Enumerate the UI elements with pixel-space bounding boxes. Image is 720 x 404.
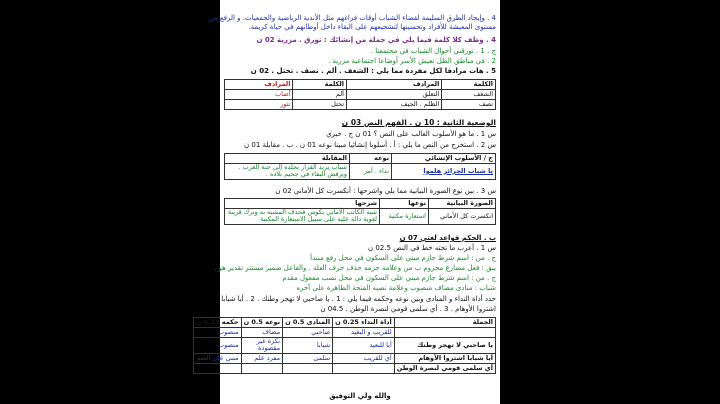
question-line: 4 . وظف كلا كلمة فيما يلي في جملة من إنشائك : تورق . مزرية 02 ن xyxy=(256,36,496,44)
table-cell: مبني على الضم xyxy=(193,353,241,363)
table-cell: ألم xyxy=(293,90,347,100)
table-cell: شبابا xyxy=(283,338,333,354)
answer-line: 2 . في مناطق الظل تعيش الأسر أوضاعا اجتماعية مزرية . xyxy=(328,57,496,65)
table-cell: نداء . أمر xyxy=(350,164,392,180)
table-header: نوعها xyxy=(380,199,429,209)
table-cell: أي للقريب xyxy=(333,353,395,363)
table-header: الصورة البيانية xyxy=(428,199,495,209)
table-header: شرحها xyxy=(225,199,380,209)
table-cell: شبه الكاتب الأماني بكوس فحذف المشبه به وترك قرينة لغوية دالة عليه على سبيل الاستعارة المكنية xyxy=(225,209,380,225)
table-cell: نكرة غير مقصودة xyxy=(241,338,283,354)
table-cell: صاحبي xyxy=(283,328,333,338)
table-cell: للقريب و البعيد xyxy=(333,328,395,338)
table-cell xyxy=(394,328,495,338)
table-header: حكمه 0.25 ن xyxy=(193,318,241,328)
table-cell: منصوب xyxy=(193,328,241,338)
table-cell: سلمى xyxy=(283,353,333,363)
text-line: 4 . وإيجاد الطرق السليمة لقضاء الشباب أوقات فراغهم مثل الأندية الرياضية والجمعيات. و الرفع من xyxy=(208,14,496,22)
table-header: ج / الأسلوب الإنشائي xyxy=(392,154,496,164)
question-line: س 1 . أعرب ما تحته خط في النص 02.5 ن xyxy=(368,244,496,252)
table-cell: أيا شبابا اشتروا الأوهام xyxy=(394,353,495,363)
table-header: المقابلة xyxy=(225,154,350,164)
table-cell: انكسرت كل الأماني xyxy=(428,209,495,225)
table-cell: تصف xyxy=(442,100,496,110)
table-header: الكلمة xyxy=(442,80,496,90)
synonyms-table xyxy=(224,79,496,110)
table-header: المرادف xyxy=(347,80,442,90)
table-cell: مفرد علم xyxy=(241,353,283,363)
question-line: س 3 . بين نوع الصورة البيانية مما يلي واشرحها : أنكسرت كل الأماني 02 ن xyxy=(275,187,496,195)
answer-line: يبق : فعل مضارع مجزوم ب من وعلامة جزمه حذف حرف العلة . والفاعل ضمير مستتر تقدير هو . xyxy=(214,264,496,272)
table-cell: الشغف xyxy=(442,90,496,100)
table-cell: شباب يريد الفرار بجلده إلى جنة الغرب . ويرفض البقاء في جحيم بلاده . xyxy=(225,164,350,180)
table-cell xyxy=(193,363,241,373)
table-header: أداة النداء 0.25 ن xyxy=(333,318,395,328)
table-cell: يا شباب الجزائر هلموا xyxy=(392,164,496,180)
answer-line: شباب : منادى مضاف منصوب وعلامة نصبه الفتحة الظاهرة على آخره xyxy=(296,284,496,292)
table-cell: الظلم . الجيف xyxy=(347,100,442,110)
answer-line: ج . من : اسم شرط جازم مبني على السكون في محل نصب مفعول مقدم xyxy=(282,274,496,282)
question-line: 5 . هات مرادفا لكل مفردة مما يلي : الشغف . ألم . تصف . تختل . 02 ن xyxy=(250,67,496,75)
table-cell: التعلق xyxy=(347,90,442,100)
table-cell: أيا للبعيد xyxy=(333,338,395,354)
question-line: حدد أداة النداء و المنادى وبين نوعه وحكمه فيما يلي : 1 . يا صاحبي لا تهجر وطنك . 2 . أيا شبابا xyxy=(221,295,496,303)
exam-document-page xyxy=(195,0,500,404)
section-title: الوضعية الثانية : 10 ن . الفهم النص 03 ن xyxy=(341,118,496,127)
closing-line: والله ولي التوفيق xyxy=(329,392,391,400)
table-cell xyxy=(333,363,395,373)
answer-line: ج . 1 . تورقني أحوال الشباب في مجتمعنا . xyxy=(370,47,496,55)
table-header: نوعه 0.5 ن xyxy=(241,318,283,328)
image-table xyxy=(224,198,496,225)
table-header: نوعه xyxy=(350,154,392,164)
style-table xyxy=(224,153,496,180)
table-header: الكلمة xyxy=(293,80,347,90)
table-cell: استعارة مكنية xyxy=(380,209,429,225)
question-line: اشتروا الأوهام . 3 . أي سلمى قومي لنصرة الوطن . 04.5 ن xyxy=(320,305,496,313)
table-cell: مضاف xyxy=(241,328,283,338)
section-title: ب . الحكم قواعد لغتي 07 ن xyxy=(399,234,496,242)
table-cell xyxy=(241,363,283,373)
table-header: الجملة xyxy=(394,318,495,328)
question-line: س 2 . استخرج من النص ما يلي : أ . أسلوبا إنشائيا مبينا نوعه 01 ن . ب . مقابلة 01 ن xyxy=(243,141,496,149)
table-cell: تختل xyxy=(293,100,347,110)
vocative-table xyxy=(193,317,496,374)
table-header: المرادف xyxy=(225,80,293,90)
table-cell xyxy=(283,363,333,373)
answer-line: ج . من : اسم شرط جازم مبني على السكون في محل رفع مبتدأ xyxy=(310,254,496,262)
table-cell: أي سلمى قومي لنصرة الوطن xyxy=(394,363,495,373)
table-cell: تثور xyxy=(225,100,293,110)
text-line: مستوى المعيشة للأفراد وتحسينها لتشجيعهم على البقاء داخل أوطانهم في حياة كريمة. xyxy=(248,23,496,31)
table-cell: منصوب xyxy=(193,338,241,354)
table-cell: أصاب xyxy=(225,90,293,100)
question-line: س 1 . ما هو الأسلوب الغالب على النص ؟ 01 ن ج . خبري xyxy=(326,130,496,138)
table-cell: يا صاحبي لا تهجر وطنك xyxy=(394,338,495,354)
table-header: المنادى 0.5 ن xyxy=(283,318,333,328)
